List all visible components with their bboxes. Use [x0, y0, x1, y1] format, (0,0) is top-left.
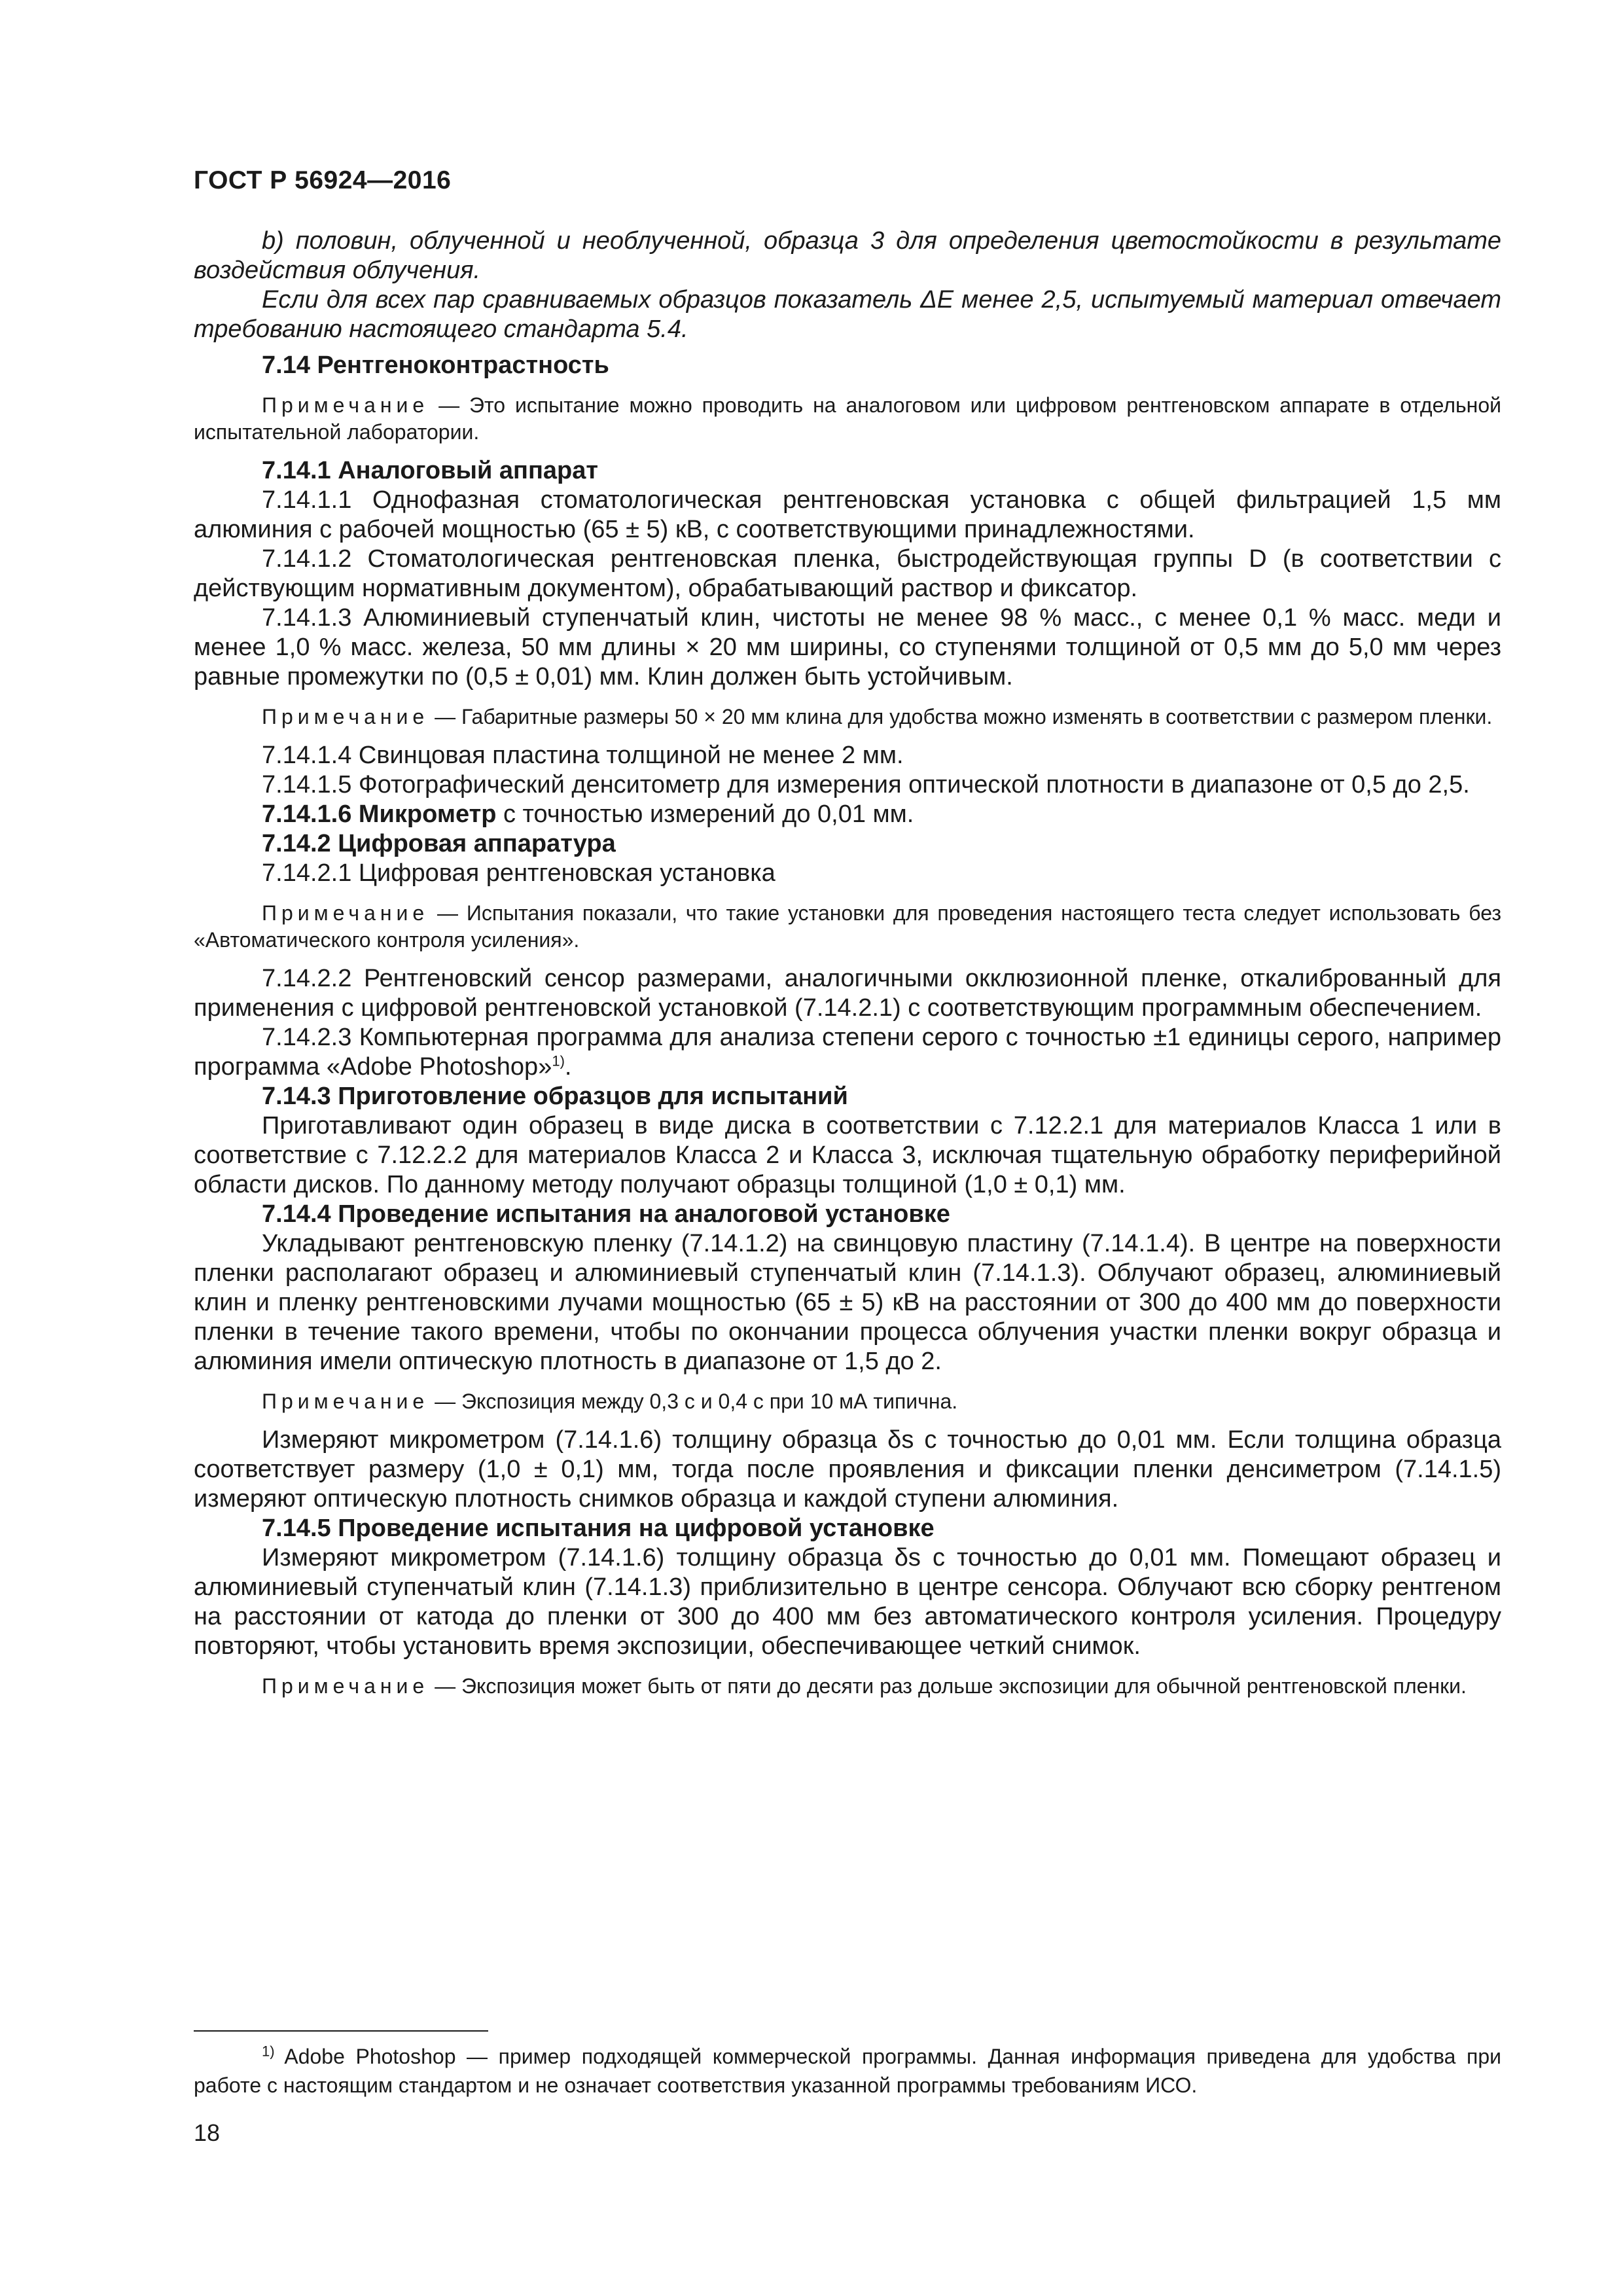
- paragraph-7-14-2-3-end: .: [564, 1053, 572, 1081]
- note-label: Примечание: [262, 705, 429, 728]
- paragraph-7-14-1-4: 7.14.1.4 Свинцовая пластина толщиной не менее 2 мм.: [262, 742, 904, 769]
- paragraph-7-14-1-2: 7.14.1.2 Стоматологическая рентгеновская пленка, быстродействующая группы D (в соответствии с действующим нормативным документом), обрабатывающий раствор и фиксатор.: [194, 545, 1501, 602]
- section-heading-7-14-1: 7.14.1 Аналоговый аппарат: [262, 457, 598, 484]
- footnote-separator: [194, 2030, 488, 2032]
- micrometer-text: с точностью измерений до 0,01 мм.: [496, 800, 914, 828]
- paragraph-7-14-5: Измеряют микрометром (7.14.1.6) толщину образца δs с точностью до 0,01 мм. Помещают образец и алюминиевый ступенчатый клин (7.14.1.3) приблизительно в центре сенсора. Облучают всю сборку рентгеном на расстоянии от катода до пленки от 300 до 400 мм без автоматического контроля усиления. Процедуру повторяют, чтобы установить время экспозиции, обеспечивающее четкий снимок.: [194, 1544, 1501, 1660]
- section-heading-7-14-4: 7.14.4 Проведение испытания на аналоговой установке: [262, 1200, 950, 1228]
- note-label: Примечание: [262, 393, 429, 417]
- section-heading-7-14: 7.14 Рентгеноконтрастность: [262, 351, 609, 379]
- note-text: — Экспозиция может быть от пяти до десяти раз дольше экспозиции для обычной рентгеновской пленки.: [429, 1674, 1467, 1698]
- note-text: — Испытания показали, что такие установки для проведения настоящего теста следует использовать без «Автоматического контроля усиления».: [194, 901, 1501, 952]
- paragraph-b: b) половин, облученной и необлученной, образца 3 для определения цветостойкости в результате воздействия облучения.: [194, 227, 1501, 284]
- note-label: Примечание: [262, 901, 429, 925]
- document-body: [194, 226, 1501, 1710]
- page-number: 18: [194, 2119, 221, 2146]
- note-4: [194, 1388, 1501, 1415]
- note-1: [194, 392, 1501, 446]
- section-heading-7-14-5: 7.14.5 Проведение испытания на цифровой установке: [262, 1515, 935, 1542]
- paragraph-7-14-4: Укладывают рентгеновскую пленку (7.14.1.2) на свинцовую пластину (7.14.1.4). В центре на поверхности пленки располагают образец и алюминиевый ступенчатый клин (7.14.1.3). Облучают образец, алюминиевый клин и пленку рентгеновскими лучами мощностью (65 ± 5) кВ на расстоянии от 300 до 400 мм до поверхности пленки в течение такого времени, чтобы по окончании процесса облучения участки пленки вокруг образца и алюминия имели оптическую плотность в диапазоне от 1,5 до 2.: [194, 1230, 1501, 1375]
- note-text: — Экспозиция между 0,3 с и 0,4 с при 10 мА типична.: [429, 1390, 958, 1413]
- note-label: Примечание: [262, 1674, 429, 1698]
- paragraph-7-14-3: Приготавливают один образец в виде диска в соответствии с 7.12.2.1 для материалов Класса 1 или в соответствие с 7.12.2.2 для материалов Класса 2 и Класса 3, исключая тщательную обработку периферийной области дисков. По данному методу получают образцы толщиной (1,0 ± 0,1) мм.: [194, 1112, 1501, 1198]
- section-heading-7-14-3: 7.14.3 Приготовление образцов для испытаний: [262, 1083, 848, 1110]
- note-3: [194, 900, 1501, 954]
- paragraph-7-14-2-3: [194, 1023, 1501, 1082]
- paragraph-7-14-1-5: 7.14.1.5 Фотографический денситометр для измерения оптической плотности в диапазоне от 0,5 до 2,5.: [262, 771, 1470, 798]
- footnote-reference: 1): [552, 1052, 565, 1069]
- note-5: [194, 1673, 1501, 1700]
- paragraph-7-14-2-2: 7.14.2.2 Рентгеновский сенсор размерами, аналогичными окклюзионной пленке, откалиброванный для применения с цифровой рентгеновской установкой (7.14.2.1) с соответствующим программным обеспечением.: [194, 965, 1501, 1022]
- paragraph-7-14-1-6: [194, 800, 1501, 829]
- footnote: [194, 2042, 1501, 2100]
- section-heading-7-14-2: 7.14.2 Цифровая аппаратура: [262, 830, 616, 857]
- note-2: [194, 704, 1501, 730]
- note-label: Примечание: [262, 1390, 429, 1413]
- paragraph-7-14-2-3-text: 7.14.2.3 Компьютерная программа для анализа степени серого с точностью ±1 единицы серого, например программа «Adobe Photoshop»: [194, 1024, 1501, 1081]
- paragraph-7-14-4-measure: Измеряют микрометром (7.14.1.6) толщину образца δs с точностью до 0,01 мм. Если толщина образца соответствует размеру (1,0 ± 0,1) мм, тогда после проявления и фиксации пленки денсиметром (7.14.1.5) измеряют оптическую плотность снимков образца и каждой ступени алюминия.: [194, 1426, 1501, 1513]
- paragraph-7-14-1-3: 7.14.1.3 Алюминиевый ступенчатый клин, чистоты не менее 98 % масс., с менее 0,1 % масс. меди и менее 1,0 % масс. железа, 50 мм длины × 20 мм ширины, со ступенями толщиной от 0,5 мм до 5,0 мм через равные промежутки по (0,5 ± 0,01) мм. Клин должен быть устойчивым.: [194, 604, 1501, 691]
- paragraph-delta-e: Если для всех пар сравниваемых образцов показатель ΔE менее 2,5, испытуемый материал отвечает требованию настоящего стандарта 5.4.: [194, 286, 1501, 343]
- paragraph-7-14-2-1: 7.14.2.1 Цифровая рентгеновская установка: [262, 859, 776, 887]
- note-text: — Габаритные размеры 50 × 20 мм клина для удобства можно изменять в соответствии с размером пленки.: [429, 705, 1493, 728]
- footnote-marker: 1): [262, 2043, 275, 2060]
- footnote-text: Adobe Photoshop — пример подходящей коммерческой программы. Данная информация приведена для удобства при работе с настоящим стандартом и не означает соответствия указанной программы требованиям ИСО.: [194, 2045, 1501, 2097]
- micrometer-term: 7.14.1.6 Микрометр: [262, 800, 497, 828]
- document-header: ГОСТ Р 56924—2016: [194, 166, 452, 194]
- note-text: — Это испытание можно проводить на аналоговом или цифровом рентгеновском аппарате в отдельной испытательной лаборатории.: [194, 393, 1501, 444]
- paragraph-7-14-1-1: 7.14.1.1 Однофазная стоматологическая рентгеновская установка с общей фильтрацией 1,5 мм алюминия с рабочей мощностью (65 ± 5) кВ, с соответствующими принадлежностями.: [194, 486, 1501, 543]
